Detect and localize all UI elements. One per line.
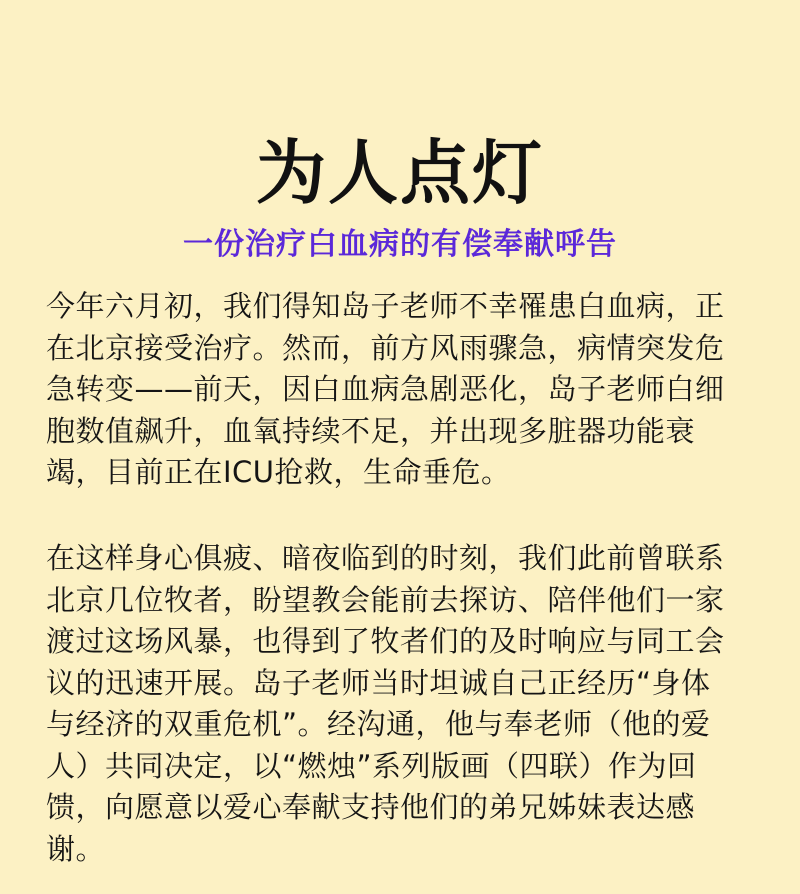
paragraph-line: 谢。 bbox=[46, 831, 106, 866]
paragraph-line: 议的迅速开展。岛子老师当时坦诚自己正经历“身体 bbox=[46, 665, 711, 700]
paragraph-line: 渡过这场风暴，也得到了牧者们的及时响应与同工会 bbox=[46, 624, 725, 658]
paragraph-line: 在北京接受治疗。然而，前方风雨骤急，病情突发危 bbox=[46, 330, 725, 365]
paragraph-line: 竭，目前正在ICU抢救，生命垂危。 bbox=[46, 455, 511, 489]
paragraph-line: 与经济的双重危机”。经沟通，他与奉老师（他的爱 bbox=[46, 707, 711, 741]
paragraph-line: 人）共同决定，以“燃烛”系列版画（四联）作为回 bbox=[46, 748, 697, 783]
page-title: 为人点灯 bbox=[256, 132, 544, 214]
paragraph-line: 胞数值飙升，血氧持续不足，并出现多脏器功能衰 bbox=[46, 413, 696, 448]
paragraph-line: 急转变——前天，因白血病急剧恶化，岛子老师白细 bbox=[46, 372, 725, 406]
paragraph-line: 北京几位牧者，盼望教会能前去探访、陪伴他们一家 bbox=[46, 582, 725, 617]
paragraph-2 bbox=[46, 538, 766, 870]
paragraph-line: 馈，向愿意以爱心奉献支持他们的弟兄姊妹表达感 bbox=[46, 790, 696, 824]
page-subtitle: 一份治疗白血病的有偿奉献呼告 bbox=[183, 227, 617, 262]
paragraph-1 bbox=[46, 286, 766, 494]
paragraph-line: 在这样身心俱疲、暗夜临到的时刻，我们此前曾联系 bbox=[46, 541, 725, 575]
paragraph-line: 今年六月初，我们得知岛子老师不幸罹患白血病，正 bbox=[46, 289, 725, 323]
